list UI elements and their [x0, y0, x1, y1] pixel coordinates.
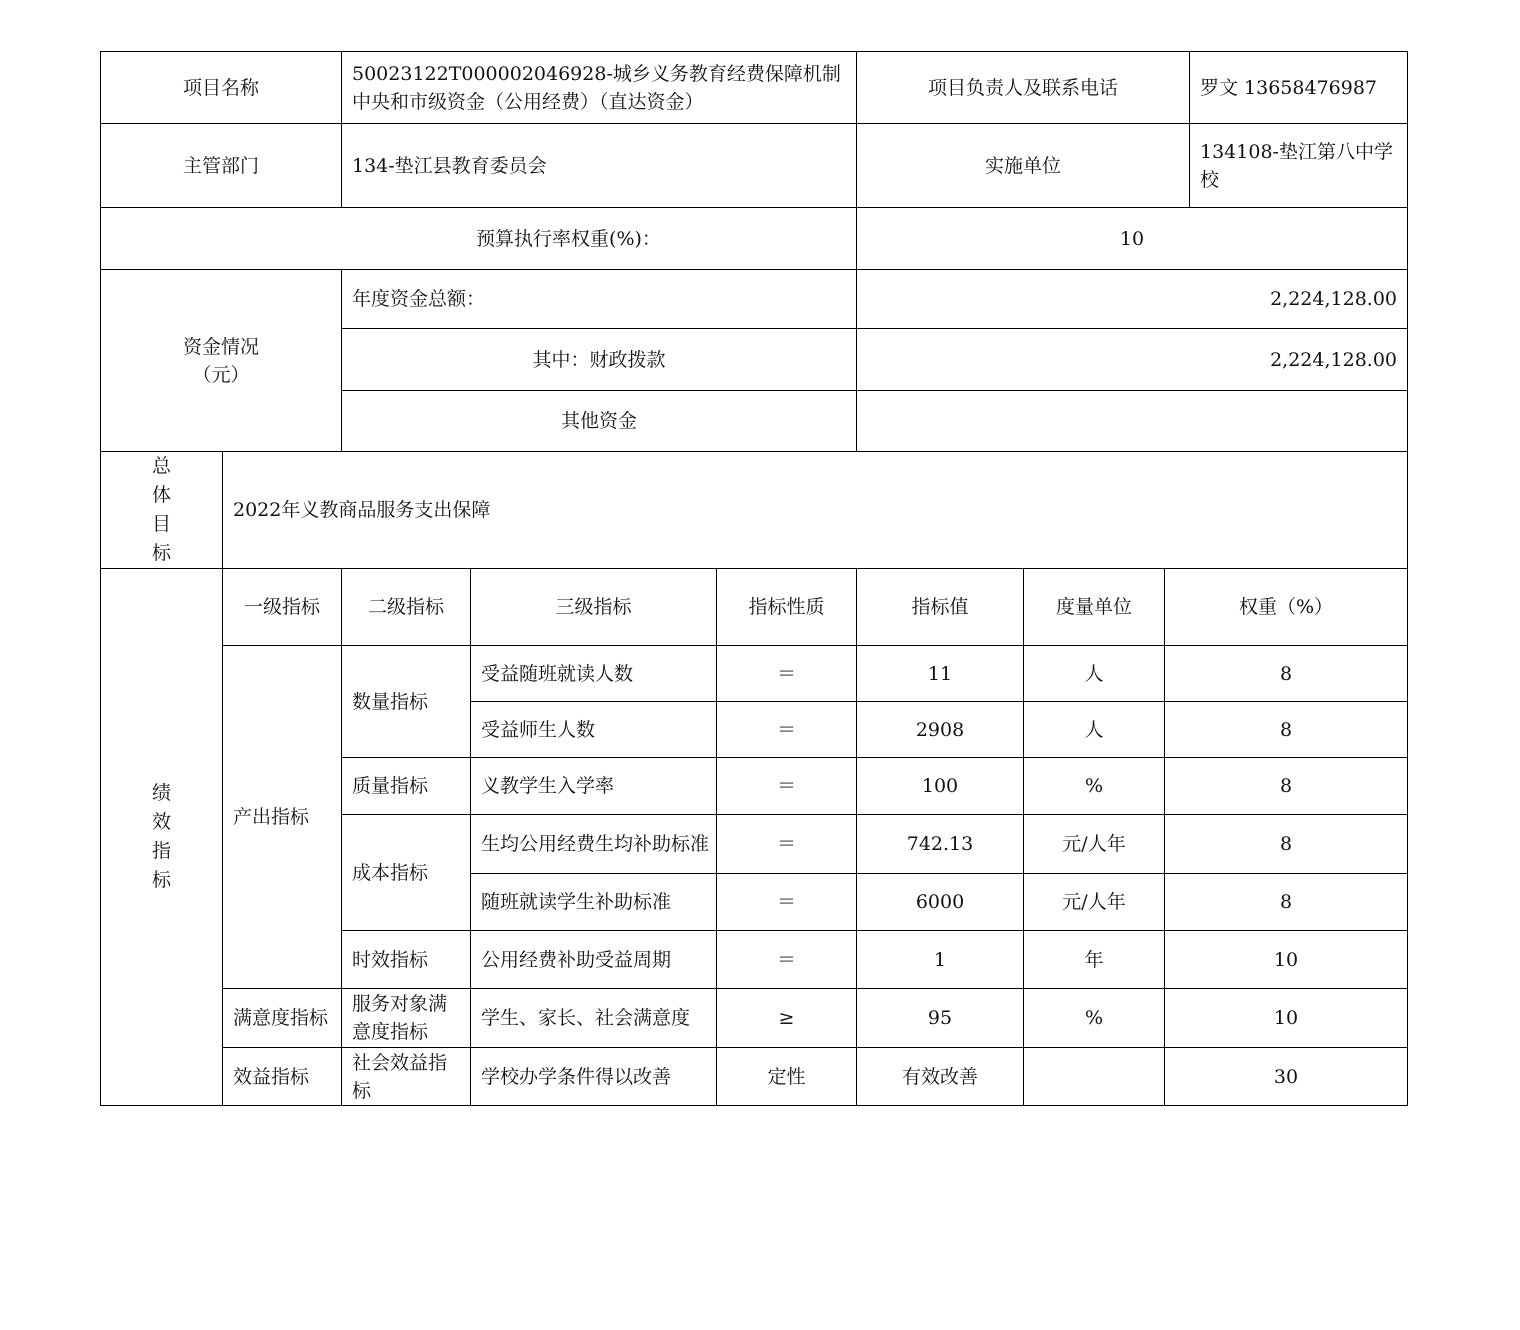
indicator-value: 2908 [856, 701, 1024, 758]
indicator-unit: 人 [1023, 701, 1165, 758]
indicator-weight: 8 [1164, 814, 1408, 874]
implementing-unit-label: 实施单位 [856, 123, 1190, 208]
overall-goal-label: 总体目标 [100, 451, 223, 569]
level3-indicator: 受益随班就读人数 [470, 645, 717, 702]
indicator-value: 1 [856, 930, 1024, 989]
project-name-value: 50023122T000002046928-城乡义务教育经费保障机制中央和市级资金（公用经费）（直达资金） [341, 51, 857, 124]
level3-indicator: 学校办学条件得以改善 [470, 1047, 717, 1106]
level2-indicator: 服务对象满意度指标 [341, 988, 471, 1048]
level2-indicator: 质量指标 [341, 757, 471, 815]
indicator-unit: 年 [1023, 930, 1165, 989]
indicator-value: 95 [856, 988, 1024, 1048]
indicator-value: 742.13 [856, 814, 1024, 874]
column-header: 指标性质 [716, 568, 857, 646]
indicator-unit [1023, 1047, 1165, 1106]
indicator-value: 6000 [856, 873, 1024, 931]
level3-indicator: 受益师生人数 [470, 701, 717, 758]
level3-indicator: 义教学生入学率 [470, 757, 717, 815]
department-label: 主管部门 [100, 123, 342, 208]
department-value: 134-垫江县教育委员会 [341, 123, 857, 208]
indicator-unit: % [1023, 988, 1165, 1048]
indicator-nature: ＝ [716, 645, 857, 702]
indicator-weight: 8 [1164, 757, 1408, 815]
indicator-unit: % [1023, 757, 1165, 815]
budget-weight-value: 10 [856, 207, 1408, 270]
indicator-nature: ＝ [716, 930, 857, 989]
indicator-nature: ＝ [716, 757, 857, 815]
project-name-label: 项目名称 [100, 51, 342, 124]
level2-indicator: 数量指标 [341, 645, 471, 758]
indicator-weight: 8 [1164, 701, 1408, 758]
indicator-nature: ＝ [716, 701, 857, 758]
indicator-unit: 人 [1023, 645, 1165, 702]
indicator-weight: 8 [1164, 645, 1408, 702]
level1-indicator: 产出指标 [222, 645, 342, 989]
level3-indicator: 学生、家长、社会满意度 [470, 988, 717, 1048]
level3-indicator: 随班就读学生补助标准 [470, 873, 717, 931]
column-header: 二级指标 [341, 568, 471, 646]
overall-goal-value: 2022年义教商品服务支出保障 [222, 451, 1408, 569]
indicator-nature: ＝ [716, 814, 857, 874]
indicator-nature: ＝ [716, 873, 857, 931]
column-header: 一级指标 [222, 568, 342, 646]
level2-indicator: 时效指标 [341, 930, 471, 989]
indicator-value: 11 [856, 645, 1024, 702]
fiscal-allocation-label: 其中：财政拨款 [341, 328, 857, 391]
project-leader-value: 罗文 13658476987 [1189, 51, 1408, 124]
implementing-unit-value: 134108-垫江第八中学校 [1189, 123, 1408, 208]
level3-indicator: 生均公用经费生均补助标准 [470, 814, 717, 874]
column-header: 度量单位 [1023, 568, 1165, 646]
annual-total-label: 年度资金总额： [341, 269, 857, 329]
indicator-unit: 元/人年 [1023, 814, 1165, 874]
indicator-nature: 定性 [716, 1047, 857, 1106]
level3-indicator: 公用经费补助受益周期 [470, 930, 717, 989]
indicator-weight: 10 [1164, 930, 1408, 989]
project-leader-label: 项目负责人及联系电话 [856, 51, 1190, 124]
fiscal-allocation-value: 2,224,128.00 [856, 328, 1408, 391]
indicator-weight: 8 [1164, 873, 1408, 931]
column-header: 三级指标 [470, 568, 717, 646]
level1-indicator: 满意度指标 [222, 988, 342, 1048]
indicator-unit: 元/人年 [1023, 873, 1165, 931]
level2-indicator: 成本指标 [341, 814, 471, 931]
other-funds-label: 其他资金 [341, 390, 857, 452]
budget-weight-label: 预算执行率权重(%)： [100, 207, 857, 270]
indicator-value: 100 [856, 757, 1024, 815]
other-funds-value [856, 390, 1408, 452]
indicator-weight: 10 [1164, 988, 1408, 1048]
funds-label: 资金情况（元） [100, 269, 342, 452]
level1-indicator: 效益指标 [222, 1047, 342, 1106]
column-header: 指标值 [856, 568, 1024, 646]
indicator-value: 有效改善 [856, 1047, 1024, 1106]
indicator-nature: ≥ [716, 988, 857, 1048]
indicators-section-label: 绩效指标 [100, 568, 223, 1106]
column-header: 权重（%） [1164, 568, 1408, 646]
level2-indicator: 社会效益指标 [341, 1047, 471, 1106]
indicator-weight: 30 [1164, 1047, 1408, 1106]
annual-total-value: 2,224,128.00 [856, 269, 1408, 329]
